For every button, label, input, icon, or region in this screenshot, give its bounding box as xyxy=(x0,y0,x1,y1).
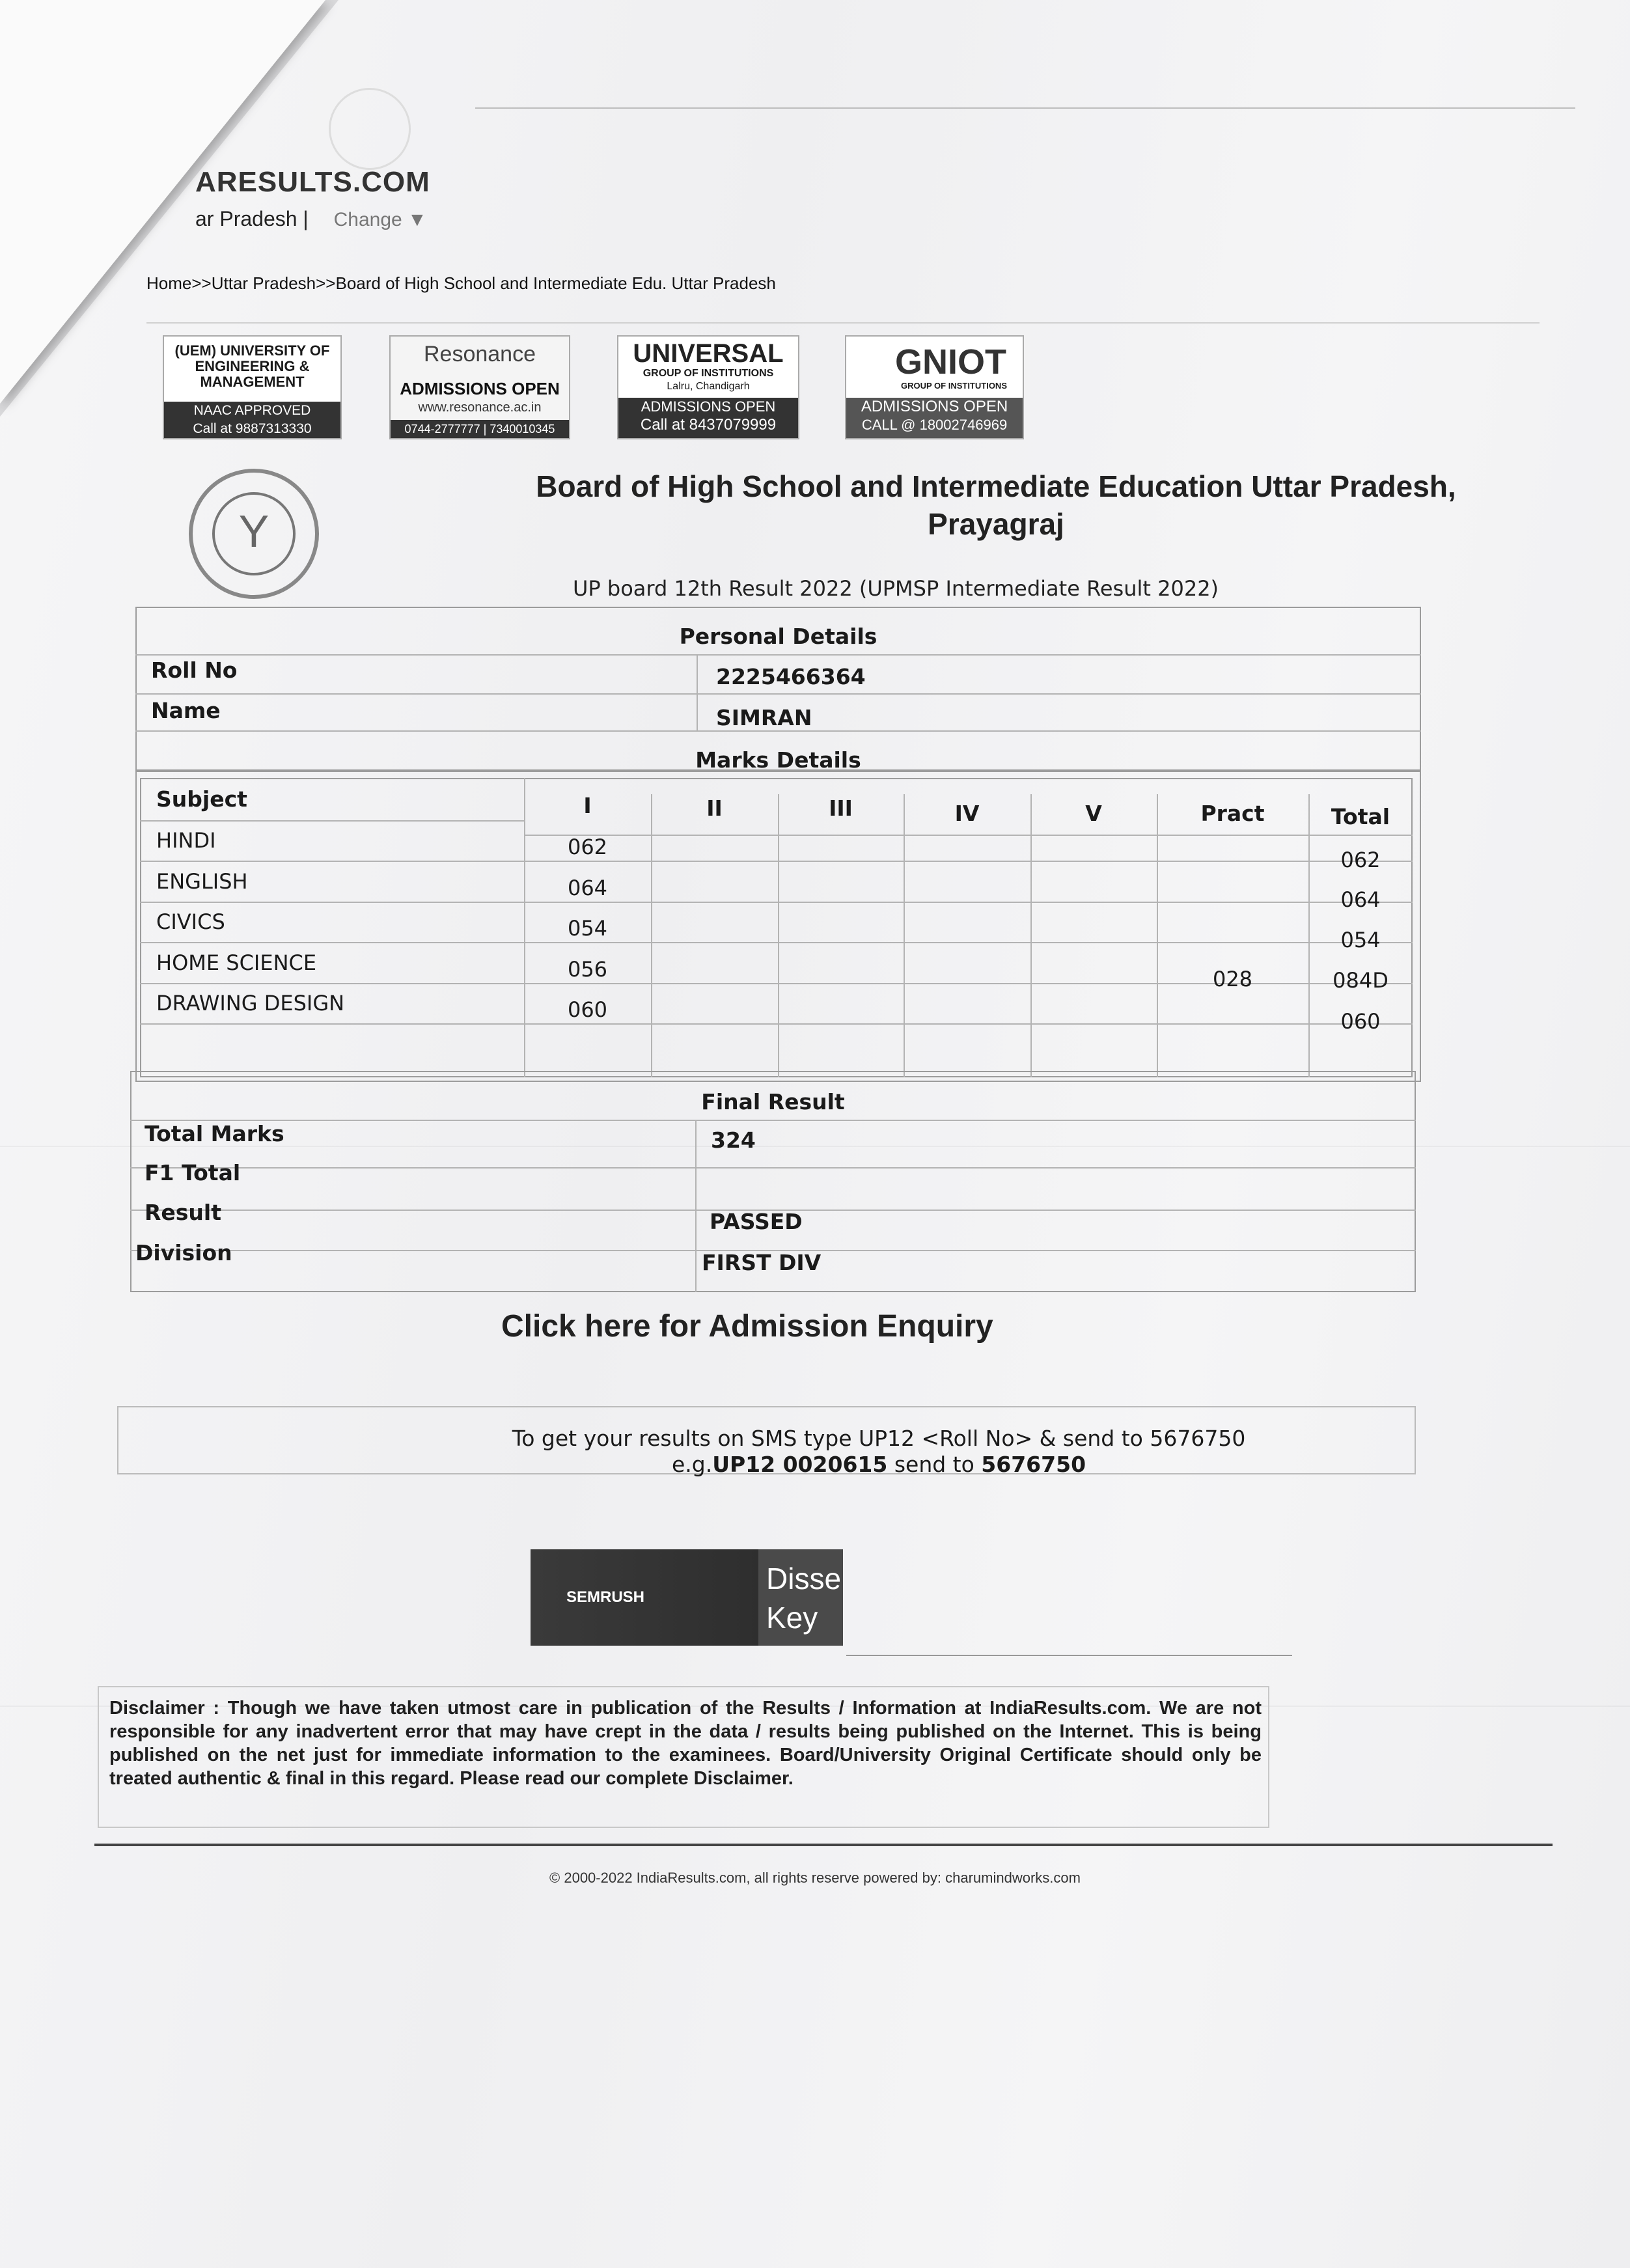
ad-rule xyxy=(846,1655,1292,1656)
division-label: Division xyxy=(135,1240,232,1265)
ad-universal-location: Lalru, Chandigarh xyxy=(667,381,750,392)
ad-gniot-logo: GNIOT xyxy=(895,342,1006,381)
board-title-line2: Prayagraj xyxy=(928,507,1064,541)
total-marks-value: 324 xyxy=(711,1127,756,1153)
f1-total-label: F1 Total xyxy=(145,1160,241,1185)
semrush-ad-banner[interactable] xyxy=(531,1549,843,1646)
sms-instructions: To get your results on SMS type UP12 <Roll No> & send to 5676750 xyxy=(512,1426,1246,1451)
ad-gniot-admissions: ADMISSIONS OPEN xyxy=(861,398,1008,415)
state-emblem-icon xyxy=(329,88,411,170)
semrush-word1: Disse xyxy=(766,1562,842,1596)
ad-universal[interactable] xyxy=(617,335,799,439)
result-value: PASSED xyxy=(710,1209,803,1234)
row-english-total: 064 xyxy=(1340,887,1381,912)
ad-resonance-phone: 0744-2777777 | 7340010345 xyxy=(391,420,569,438)
sms-example-prefix: e.g. xyxy=(671,1452,713,1477)
state-separator: | xyxy=(303,207,309,230)
ad-resonance-url: www.resonance.ac.in xyxy=(418,400,542,415)
disclaimer-text: Disclaimer : Though we have taken utmost care in publication of the Results / Information at IndiaResults.com. We are not responsible for any inadvertent error that may have crept in the data / results being published on the Internet. This is being published on the net just for immediate information to the examinees. Board/University Original Certificate should only be treated authentic & final in this regard. Please read our complete Disclaimer. xyxy=(109,1698,1262,1789)
ad-uem-name: (UEM) UNIVERSITY OF ENGINEERING & MANAGEMENT xyxy=(174,342,330,390)
result-label: Result xyxy=(145,1200,222,1225)
row-drawing-design-subject: DRAWING DESIGN xyxy=(156,991,345,1016)
row-english-i: 064 xyxy=(567,876,608,900)
personal-details-heading: Personal Details xyxy=(679,624,877,649)
ad-gniot-group: GROUP OF INSTITUTIONS xyxy=(901,381,1007,391)
row-civics-i: 054 xyxy=(567,916,608,941)
row-english-subject: ENGLISH xyxy=(156,869,248,894)
col-header-subject: Subject xyxy=(156,786,247,812)
ad-gniot-phone: CALL @ 18002746969 xyxy=(861,417,1008,433)
ad-resonance-admissions: ADMISSIONS OPEN xyxy=(400,379,560,398)
row-hindi-total: 062 xyxy=(1340,848,1381,872)
row-civics-total: 054 xyxy=(1340,928,1381,952)
site-logo[interactable]: ARESULTS.COM xyxy=(195,166,430,198)
admission-enquiry-link[interactable]: Click here for Admission Enquiry xyxy=(501,1309,993,1344)
semrush-brand: SEMRUSH xyxy=(566,1588,645,1606)
col-header-total: Total xyxy=(1331,804,1390,829)
ad-universal-admissions: ADMISSIONS OPEN xyxy=(641,398,776,415)
ad-universal-group: GROUP OF INSTITUTIONS xyxy=(642,368,774,379)
row-home-science-pract: 028 xyxy=(1212,967,1253,991)
change-state-link[interactable]: Change ▼ xyxy=(333,209,427,230)
upmsp-seal-icon: Y xyxy=(189,469,319,599)
final-result-heading: Final Result xyxy=(701,1089,845,1114)
ad-resonance-logo: Resonance xyxy=(423,342,536,366)
footer-rule xyxy=(94,1844,1553,1846)
name-label: Name xyxy=(151,698,221,723)
breadcrumb[interactable]: Home>>Uttar Pradesh>>Board of High School and Intermediate Edu. Uttar Pradesh xyxy=(146,273,776,293)
col-header-iv: IV xyxy=(954,801,980,826)
total-marks-label: Total Marks xyxy=(145,1121,284,1146)
ad-universal-phone: Call at 8437079999 xyxy=(640,416,777,434)
col-header-ii: II xyxy=(706,795,723,821)
board-title-line1: Board of High School and Intermediate Education Uttar Pradesh, xyxy=(536,469,1456,503)
row-drawing-design-i: 060 xyxy=(567,997,608,1022)
semrush-word2: Key xyxy=(766,1601,818,1635)
header-rule xyxy=(475,107,1575,109)
col-header-pract: Pract xyxy=(1200,801,1265,826)
roll-no-label: Roll No xyxy=(151,657,238,683)
col-header-iii: III xyxy=(829,795,853,821)
row-civics-subject: CIVICS xyxy=(156,909,225,934)
row-drawing-design-total: 060 xyxy=(1340,1009,1381,1034)
state-name: ar Pradesh xyxy=(195,207,297,230)
ad-uem-approved: NAAC APPROVED xyxy=(193,403,311,418)
row-hindi-i: 062 xyxy=(567,835,608,859)
ad-universal-logo: UNIVERSAL xyxy=(633,339,784,368)
board-title xyxy=(423,467,1569,543)
ad-uem-phone: Call at 9887313330 xyxy=(193,421,312,436)
page-fold xyxy=(0,0,325,404)
roll-no-value: 2225466364 xyxy=(716,664,866,689)
sms-example-middle: send to xyxy=(887,1452,982,1477)
col-header-v: V xyxy=(1085,801,1102,826)
footer-copyright: © 2000-2022 IndiaResults.com, all rights reserve powered by: charumindworks.com xyxy=(549,1870,1081,1886)
marks-details-heading: Marks Details xyxy=(695,747,861,773)
sms-example-code: UP12 0020615 xyxy=(712,1452,888,1477)
sms-example-number: 5676750 xyxy=(981,1452,1086,1477)
breadcrumb-rule xyxy=(146,322,1540,324)
sms-example xyxy=(117,1452,1630,1477)
division-value: FIRST DIV xyxy=(702,1250,822,1275)
row-home-science-i: 056 xyxy=(567,957,608,982)
row-hindi-subject: HINDI xyxy=(156,828,216,853)
col-header-i: I xyxy=(583,793,592,818)
row-home-science-total: 084D xyxy=(1333,968,1388,993)
ad-gniot[interactable] xyxy=(845,335,1024,439)
result-subtitle: UP board 12th Result 2022 (UPMSP Intermediate Result 2022) xyxy=(573,576,1219,601)
row-home-science-subject: HOME SCIENCE xyxy=(156,950,317,975)
name-value: SIMRAN xyxy=(716,705,812,730)
ad-resonance[interactable] xyxy=(389,335,570,439)
